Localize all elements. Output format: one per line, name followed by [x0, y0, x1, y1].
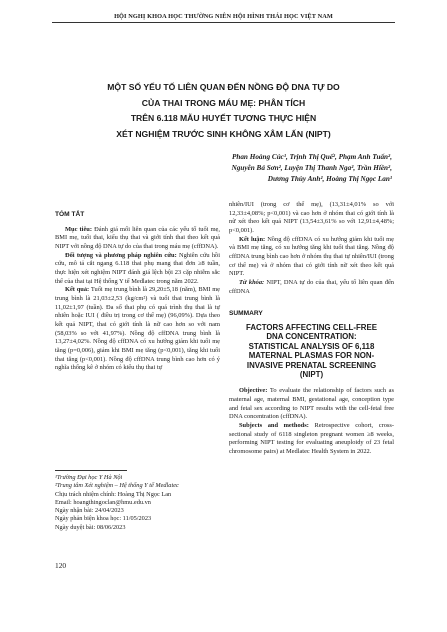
objective-text: Đánh giá mối liên quan của các yếu tố tuổi mẹ, BMI mẹ, tuổi thai, kiểu thụ thai và giới tính thai theo kết quả NIPT với nồng độ DNA tự do của thai trong máu mẹ (cffDNA). [55, 225, 220, 250]
received-date: Ngày nhận bài: 24/04/2023 [55, 507, 124, 515]
en-objective-label: Objective: [239, 387, 268, 395]
abstract-conclusion [229, 236, 394, 279]
results-text: Tuổi mẹ trung bình là 29,20±5,18 (năm), BMI mẹ trung bình là 21,03±2,53 (kg/cm²) và tuổi thai trung bình là 11,02±1,97 (tuần). Đa số thai phụ có quá trình thụ thai là tự nhiên hoặc IUI ( điều trị trong cơ thể mẹ) (96,09%). Dựa theo kết quả NIPT, thai có giới tính là nữ cao hơn so với nam (58,03% so với 41,97%). Nồng độ cffDNA trung bình là 13,27±4,02%. Nồng độ cffDNA có xu hướng giảm khi tuổi mẹ tăng (p=0,006), giảm khi BMI mẹ tăng (p<0,001), tăng khi tuổi thai tăng (p<0,001). Nồng độ cffDNA trung bình cao hơn có ý nghĩa thống kê ở nhóm có kiểu thụ thai tự [55, 286, 221, 372]
summary-methods [229, 422, 394, 457]
abstract-objective [55, 226, 220, 252]
keywords [229, 279, 394, 296]
en-title-line: STATISTICAL ANALYSIS OF 6,118 [248, 341, 375, 351]
keywords-text: NIPT, DNA tự do của thai, yếu tố liên quan đến cffDNA [229, 278, 395, 295]
conclusion-text: Nồng độ cffDNA có xu hướng giảm khi tuổi mẹ và BMI mẹ tăng, có xu hướng tăng khi tuổi thai tăng. Nồng độ cffDNA trung bình cao hơn ở nhóm thụ thai tự nhiên/IUI (trong cơ thể mẹ) và ở nhóm thai có giới tính nữ xét theo kết quả NIPT. [229, 235, 394, 278]
conclusion-label: Kết luận: [239, 235, 266, 243]
title-line: XÉT NGHIỆM TRƯỚC SINH KHÔNG XÂM LẤN (NIPT) [116, 128, 331, 139]
results-label: Kết quả: [65, 286, 90, 294]
title-line: MỘT SỐ YẾU TỐ LIÊN QUAN ĐẾN NỒNG ĐỘ DNA TỰ DO [107, 82, 340, 92]
results-continued: nhiên/IUI (trong cơ thể mẹ), (13,31±4,01% so với 12,33±4,08%; p<0,001) và cao hơn ở nhóm thai có giới tính là nữ xét theo kết quả NIPT (13,54±3,61% so với 12,91±4,48%; p<0,001). [229, 201, 394, 234]
methods-label: Đối tượng và phương pháp nghiên cứu: [65, 251, 177, 259]
en-title-line: FACTORS AFFECTING CELL-FREE [245, 322, 378, 332]
author-line: Nguyễn Bá Sơn², Luyện Thị Thanh Nga², Trần Hiền², [231, 163, 392, 172]
footnotes [55, 470, 220, 532]
page-number: 120 [55, 561, 67, 570]
article-title-en [229, 323, 394, 379]
running-header: HỘI NGHỊ KHOA HỌC THƯỜNG NIÊN HỘI HÌNH THÁI HỌC VIỆT NAM [52, 13, 395, 23]
summary-objective [229, 387, 394, 422]
summary-heading: SUMMARY [229, 310, 263, 318]
contact-email: Email: hoangthingoclan@hmu.edu.vn [55, 498, 151, 506]
en-title-line: INVASIVE PRENATAL SCREENING [246, 360, 377, 370]
title-line: TRÊN 6.118 MẪU HUYẾT TƯƠNG THỰC HIỆN [130, 113, 317, 123]
corresponding-author: Chịu trách nhiệm chính: Hoàng Thị Ngọc Lan [55, 490, 172, 498]
article-title-vi [60, 80, 387, 142]
abstract-heading: TÓM TẮT [55, 211, 85, 218]
keywords-label: Từ khóa: [239, 278, 265, 286]
en-title-line: (NIPT) [299, 369, 324, 379]
affiliation-1: ¹Trường Đại học Y Hà Nội [55, 474, 123, 481]
accepted-date: Ngày duyệt bài: 08/06/2023 [55, 523, 126, 531]
objective-label: Mục tiêu: [65, 225, 92, 233]
en-objective-text: To evaluate the relationship of factors such as maternal age, maternal BMI, gestational age, conception type and fetal sex according to NIPT results with the cell-fetal free DNA concentration (cffDNA). [229, 387, 394, 421]
footnote-divider [55, 470, 127, 471]
author-line: Phan Hoàng Cúc¹, Trịnh Thị Quế², Phạm Anh Tuấn², [231, 153, 392, 161]
title-line: CỦA THAI TRONG MÁU MẸ: PHÂN TÍCH [141, 97, 306, 108]
abstract-methods [55, 252, 220, 287]
author-list [160, 152, 392, 184]
author-line: Dương Thùy Anh², Hoàng Thị Ngọc Lan¹ [267, 174, 392, 183]
reviewed-date: Ngày phản biện khoa học: 11/05/2023 [55, 515, 152, 523]
en-title-line: MATERNAL PLASMAS FOR NON- [248, 351, 375, 361]
en-methods-label: Subjects and methods: [239, 421, 309, 429]
methods-text: Nghiên cứu hồi cứu, mô tả cắt ngang 6.118 thai phụ mang thai đơn ≥8 tuần, thực hiện xét nghiệm NIPT đánh giá lệch bội 23 cặp nhiễm sắc thể của thai tại Hệ thống Y tế Medlatec trong năm 2022. [55, 251, 220, 285]
right-column [229, 201, 394, 457]
affiliation-2: ²Trung tâm Xét nghiệm – Hệ thống Y tế Medlatec [55, 482, 179, 490]
en-methods-text: Retrospective cohort, cross-sectional study of 6118 singleton pregnant women ≥8 weeks, performing NIPT testing for evaluating aneuploidy of 23 fetal chromosome pairs) at Medlatec Health System in 2022. [229, 421, 394, 455]
en-title-line: DNA CONCENTRATION: [266, 332, 357, 342]
abstract-results [55, 286, 220, 373]
left-column [55, 201, 220, 373]
